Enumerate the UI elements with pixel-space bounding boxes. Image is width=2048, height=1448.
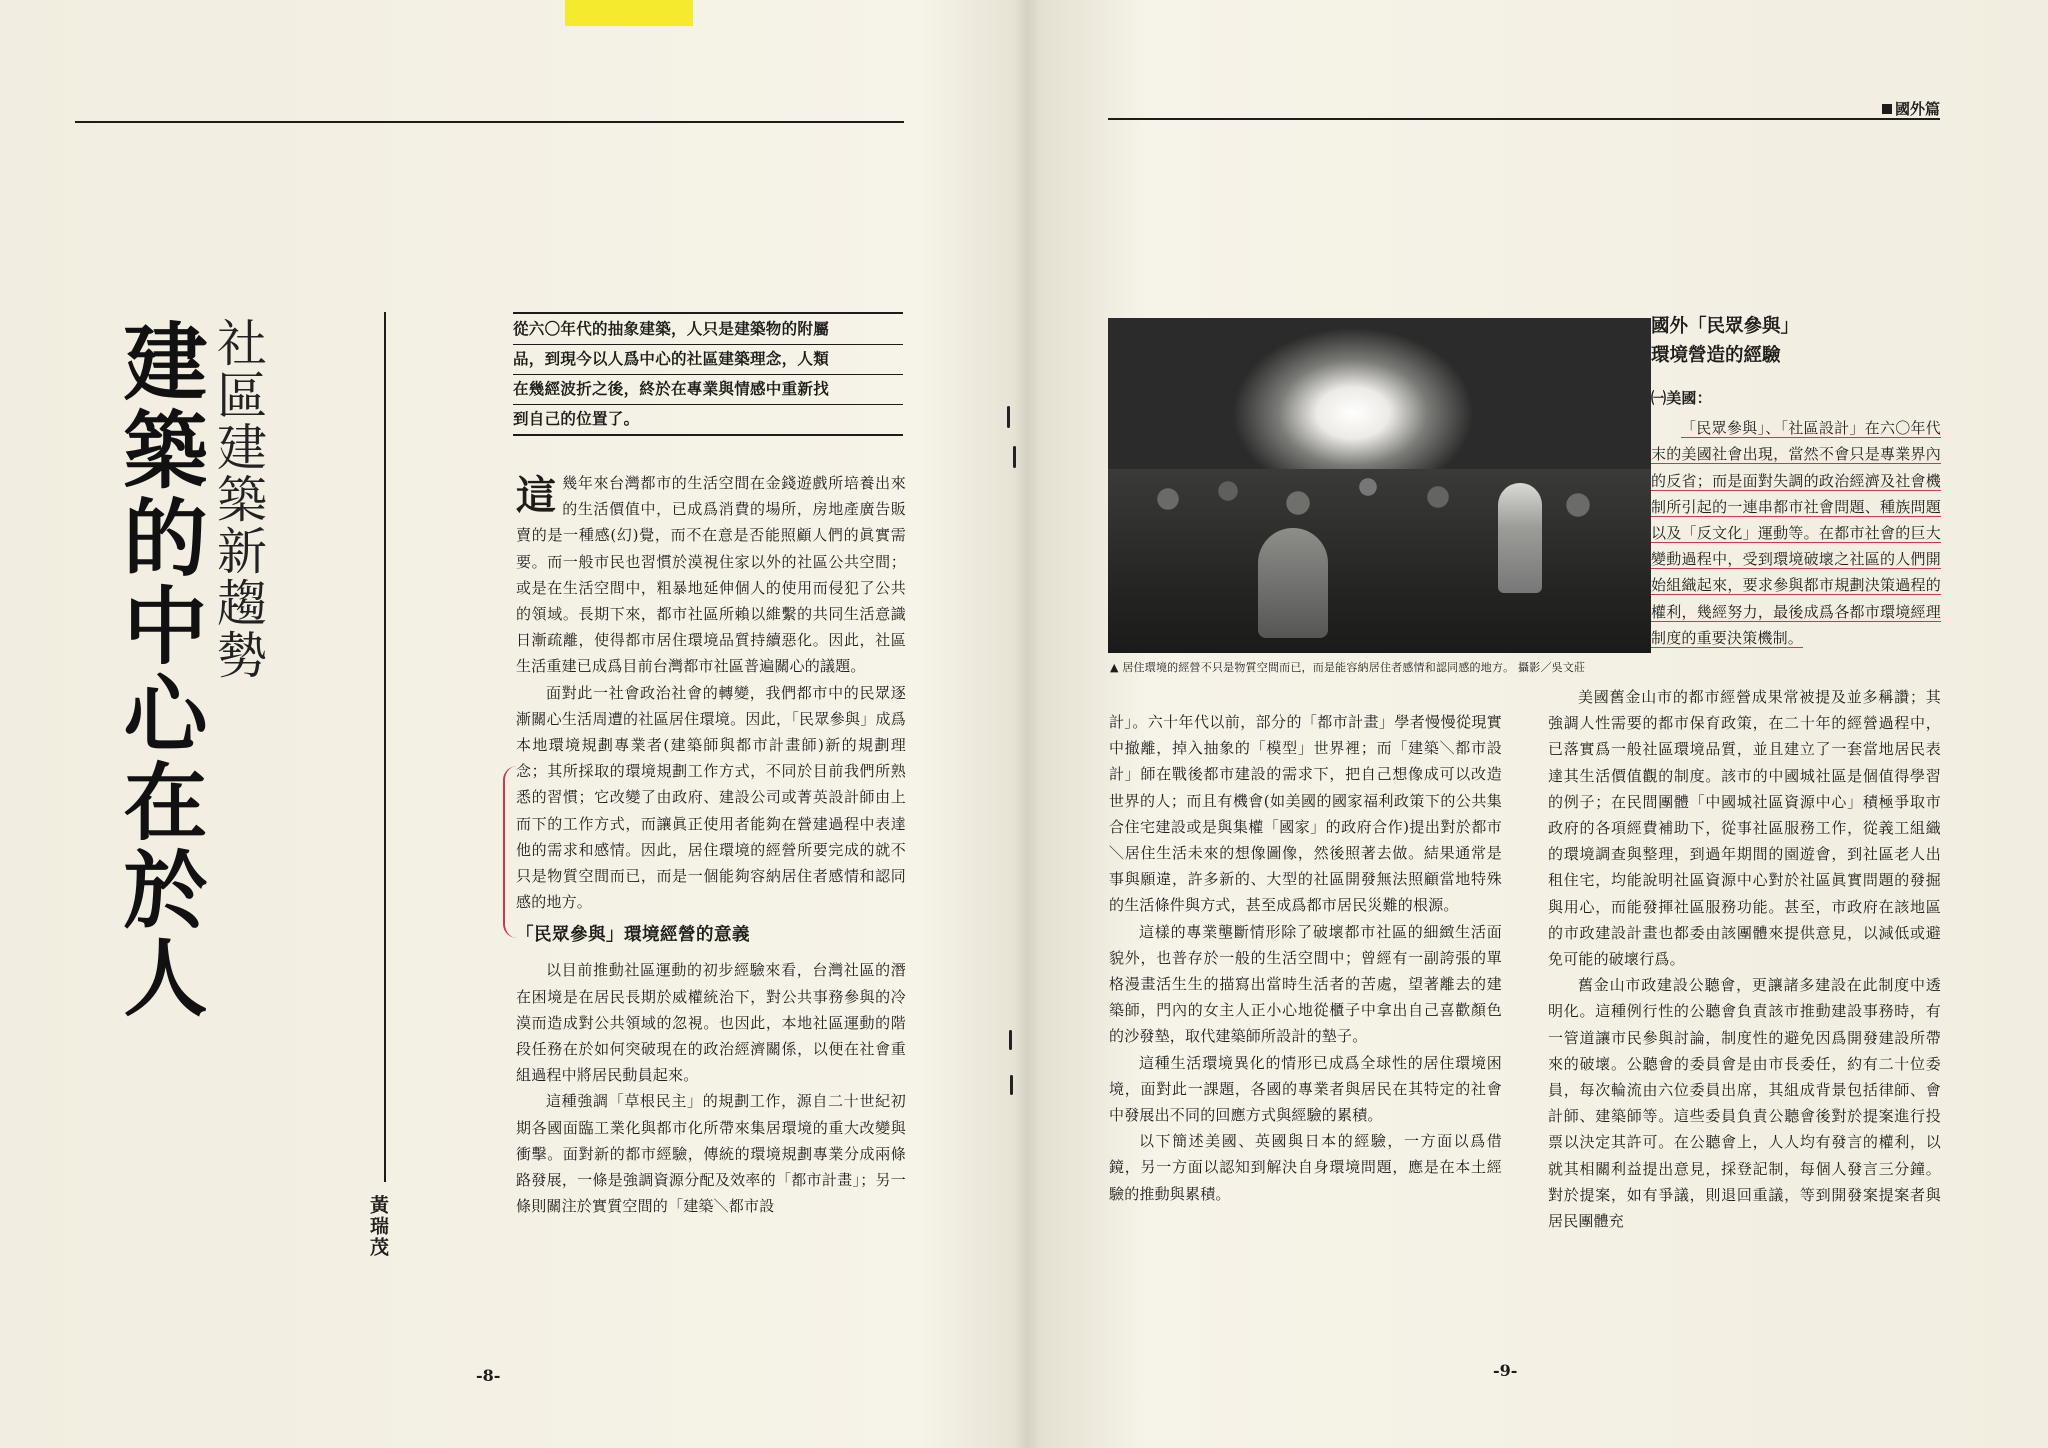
right-header-rule <box>1108 118 1940 120</box>
section-label: 國外篇 <box>1882 98 1940 119</box>
paragraph: 以下簡述美國、英國與日本的經驗，一方面以爲借鏡，另一方面以認知到解決自身環境問題，應是在本土經驗的推動與累積。 <box>1109 1132 1502 1203</box>
intro-line: 品，到現今以人爲中心的社區建築理念，人類 <box>513 345 903 375</box>
heading-line: 環境營造的經驗 <box>1651 345 1781 366</box>
paragraph: 這種強調「草根民主」的規劃工作，源自二十世紀初期各國面臨工業化與都市化所帶來集居環境的重大改變與衝擊。面對新的都市經驗，傳統的環境規劃專業分成兩條路發展，一條是強調資源分配及效率的「都市計畫」；另一條則關注於實質空間的「建築＼都市設 <box>516 1092 906 1216</box>
square-bullet-icon <box>1882 104 1892 114</box>
paragraph: 以目前推動社區運動的初步經驗來看，台灣社區的潛在困境是在居民長期於威權統治下，對公共事務參與的冷漠而造成對公共領域的忽視。也因此，本地社區運動的階段任務在於如何突破現在的政治經濟關係，以便在社會重組過程中將居民動員起來。 <box>516 961 906 1085</box>
paragraph: 舊金山市政建設公聽會，更讓諸多建設在此制度中透明化。這種例行性的公聽會負責該市推動建設事務時，有一管道讓市民參與討論，制度性的避免因爲開發建設所帶來的破壞。公聽會的委員會是由市長委任，約有二十位委員，每次輪流由六位委員出席，其組成背景包括律師、會計師、建築師等。這些委員負責公聽會後對於提案進行投票以決定其許可。在公聽會上，人人均有發言的權利，以就其相關利益提出意見，採登記制，每個人發言三分鐘。對於提案，如有爭議，則退回重議，等到開發案提案者與居民團體充 <box>1548 976 1941 1231</box>
underlined-text: 「民眾參與」、「社區設計」在六〇年代末的美國社會出現，當然不會只是專業界內的反省；而是面對失調的政治經濟及社會機制所引起的一連串都市社會問題、種族問題以及「反文化」運動等。在都市社會的巨大變動過程中，受到環境破壞之社區的人們開始組織起來，要求參與都市規劃決策過程的權利，幾經努力，最後成爲各都市環境經理制度的重要決策機制。 <box>1651 419 1941 647</box>
yellow-sticky-note <box>565 0 693 26</box>
subheading: ㈠美國： <box>1651 389 1712 407</box>
paragraph: 計」。六十年代以前，部分的「都市計畫」學者慢慢從現實中撤離，掉入抽象的「模型」世界裡；而「建築＼都市設計」師在戰後都市建設的需求下，把自己想像成可以改造世界的人；而且有機會(如美國的國家福利政策下的公共集合住宅建設或是與集權「國家」的政府合作)提出對於都市＼居住生活未來的想像圖像，然後照著去做。結果通常是事與願違，許多新的、大型的社區開發無法照顧當地特殊的生活條件與方式，甚至成爲都市居民災難的根源。 <box>1109 713 1502 915</box>
paragraph: 這種生活環境異化的情形已成爲全球性的居住環境困境，面對此一課題，各國的專業者與居民在其特定的社會中發展出不同的回應方式與經驗的累積。 <box>1109 1053 1502 1125</box>
photo-caption: ▲ 居住環境的經營不只是物質空間而已，而是能容納居住者感情和認同感的地方。 攝影／吳文莊 <box>1110 661 1586 674</box>
article-intro <box>513 312 903 436</box>
book-gutter-shadow <box>1014 0 1040 1448</box>
right-column <box>1651 385 1941 651</box>
intro-line: 從六〇年代的抽象建築，人只是建築物的附屬 <box>513 315 903 345</box>
crowd-silhouette <box>1108 469 1651 653</box>
person-silhouette <box>1258 528 1328 638</box>
middle-column <box>1109 709 1502 1207</box>
gutter-mark <box>1010 1075 1013 1095</box>
page-number-right: -9- <box>1493 1361 1518 1380</box>
heading-line: 國外「民眾參與」 <box>1651 316 1800 337</box>
left-column <box>516 470 906 1219</box>
page-number-left: -8- <box>476 1366 501 1385</box>
gutter-mark <box>1009 1030 1012 1050</box>
intro-line: 到自己的位置了。 <box>513 405 903 436</box>
event-photo <box>1108 318 1651 653</box>
article-subtitle: 社區建築新趨勢 <box>209 317 267 681</box>
intro-top-rule <box>513 312 903 314</box>
intro-line: 在幾經波折之後，終於在專業與情感中重新找 <box>513 375 903 405</box>
paragraph-text: 幾年來台灣都市的生活空間在金錢遊戲所培養出來的生活價值中，已成爲消費的場所，房地產廣告販賣的是一種感(幻)覺，而不在意是否能照顧人們的眞實需要。而一般市民也習慣於漠視住家以外的社區公共空間；或是在生活空間中，粗暴地延伸個人的使用而侵犯了公共的領域。長期下來，都市社區所賴以維繫的共同生活意識日漸疏離，使得都市居住環境品質持續惡化。因此，社區生活重建已成爲目前台灣都市社區普遍關心的議題。 <box>516 474 906 676</box>
left-header-rule <box>75 121 904 123</box>
paragraph: 面對此一社會政治社會的轉變，我們都市中的民眾逐漸關心生活周遭的社區居住環境。因此，「民眾參與」成爲本地環境規劃專業者(建築師與都市計畫師)新的規劃理念；其所採取的環境規劃工作方式，不同於目前我們所熟悉的習慣；它改變了由政府、建設公司或菁英設計師由上而下的工作方式，而讓眞正使用者能夠在營建過程中表達他的需求和感情。因此，居住環境的經營所要完成的就不只是物質空間而已，而是一個能夠容納居住者感情和認同感的地方。 <box>516 683 906 912</box>
drop-cap: 這 <box>516 473 557 519</box>
paragraph <box>1651 415 1941 651</box>
paragraph: 美國舊金山市的都市經營成果常被提及並多稱讚；其強調人性需要的都市保育政策，在二十年的經營過程中，已落實爲一般社區環境品質，並且建立了一套當地居民表達其生活價值觀的制度。該市的中國城社區是個值得學習的例子；在民間團體「中國城社區資源中心」積極爭取市政府的各項經費補助下，從事社區服務工作，從義工組織的環境調查與整理，到過年期間的園遊會，到社區老人出租住宅，均能說明社區資源中心對於社區眞實問題的發掘與用心，而能發揮社區服務功能。甚至，市政府在該地區的市政建設計畫也都委由該團體來提供意見，以減低或避免可能的破壞行爲。 <box>1548 688 1941 969</box>
right-section-heading <box>1651 312 1799 370</box>
author-divider <box>384 312 386 1182</box>
article-title: 建築的中心在於人 <box>110 318 208 1022</box>
gutter-mark <box>1013 446 1016 468</box>
gutter-mark <box>1007 406 1010 428</box>
paragraph: 這樣的專業壟斷情形除了破壞都市社區的細緻生活面貌外，也普存於一般的生活空間中；曾經有一副誇張的單格漫畫活生生的描寫出當時生活者的苦處，望著離去的建築師，門內的女主人正小心地從櫃子中拿出自己喜歡顏色的沙發墊，取代建築師所設計的墊子。 <box>1109 922 1502 1046</box>
section-heading: 「民眾參與」環境經營的意義 <box>516 925 750 946</box>
red-margin-bracket <box>503 766 523 938</box>
child-figure <box>1498 483 1542 593</box>
author-name: 黃瑞茂 <box>367 1195 389 1258</box>
paragraph <box>516 470 906 680</box>
right-column-lower <box>1548 684 1941 1234</box>
